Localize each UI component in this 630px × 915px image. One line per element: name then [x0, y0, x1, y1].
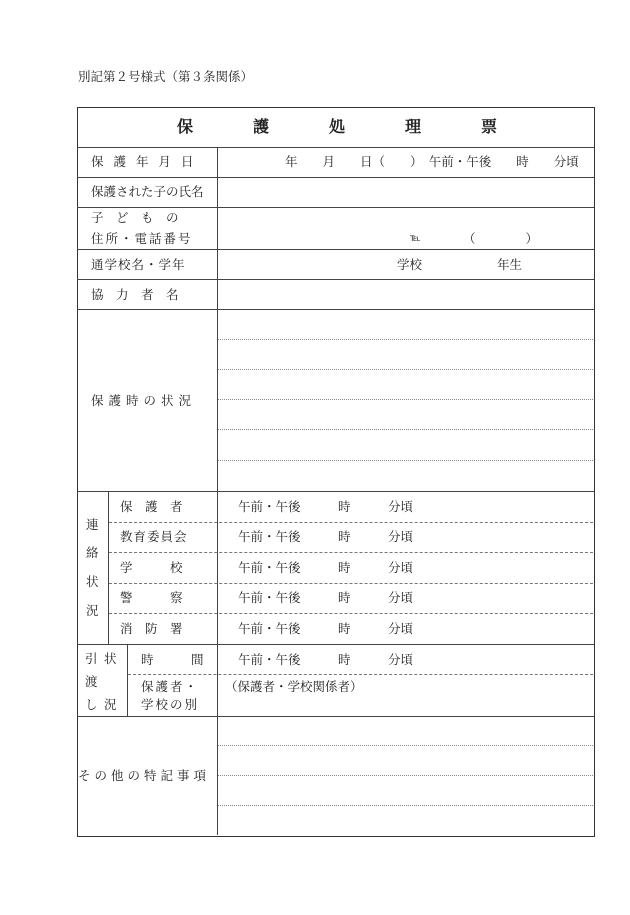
title-char: 保 [177, 117, 194, 136]
contact-guardian-label: 保 護 者 [120, 499, 183, 514]
handover-label-char: し [85, 697, 98, 712]
address-label-line2: 住所・電話番号 [91, 231, 193, 246]
row-divider [77, 147, 594, 148]
handover-label-char: 況 [104, 697, 117, 712]
school-suffix: 学校 [397, 257, 423, 272]
handover-who-label-line2: 学校の別 [141, 697, 200, 712]
contact-label-char: 況 [86, 603, 99, 618]
handover-label-char: 渡 [85, 674, 98, 689]
row-divider [77, 491, 594, 492]
contact-fire-time[interactable]: 午前・午後 時 分頃 [238, 621, 414, 636]
contact-board-time[interactable]: 午前・午後 時 分頃 [238, 529, 414, 544]
notes-field[interactable] [218, 717, 593, 835]
contact-label-char: 絡 [86, 545, 99, 560]
date-field[interactable]: 年 月 日（ ） 午前・午後 時 分頃 [285, 154, 579, 169]
contact-divider [109, 552, 593, 553]
situation-label: 保護時の状況 [91, 393, 197, 408]
title-char: 票 [481, 117, 498, 136]
date-label: 保 護 年 月 日 [91, 154, 194, 169]
child-name-label: 保護された子の氏名 [91, 184, 204, 199]
child-name-field[interactable] [218, 178, 593, 207]
handover-time-field[interactable]: 午前・午後 時 分頃 [238, 652, 414, 667]
contact-guardian-time[interactable]: 午前・午後 時 分頃 [238, 499, 414, 514]
handover-divider [128, 674, 593, 675]
title-char: 護 [253, 117, 270, 136]
notes-label: その他の特記事項 [78, 768, 211, 783]
contact-police-label: 警 察 [120, 590, 183, 605]
cooperator-label: 協 力 者 名 [91, 287, 179, 302]
contact-school-time[interactable]: 午前・午後 時 分頃 [238, 560, 414, 575]
title-char: 処 [329, 117, 346, 136]
handover-time-label: 時 間 [141, 652, 204, 667]
contact-divider [109, 583, 593, 584]
handover-label-char: 引 [85, 651, 98, 666]
column-divider [108, 491, 109, 644]
row-divider [77, 644, 594, 645]
title-char: 理 [405, 117, 422, 136]
contact-divider [109, 613, 593, 614]
contact-label-char: 状 [86, 574, 99, 589]
contact-fire-label: 消 防 署 [120, 621, 183, 636]
school-label: 通学校名・学年 [91, 257, 186, 272]
telephone-icon: ℡ [410, 233, 421, 244]
handover-who-field[interactable]: （保護者・学校関係者） [225, 679, 363, 694]
address-label-line1: 子 ど も の [91, 210, 179, 225]
contact-board-label: 教育委員会 [120, 529, 188, 544]
contact-label-char: 連 [86, 517, 99, 532]
form-number: 別記第２号様式（第３条関係） [78, 69, 254, 84]
handover-who-label-line1: 保護者・ [141, 679, 200, 694]
cooperator-field[interactable] [218, 280, 593, 309]
situation-field[interactable] [218, 310, 593, 491]
tel-area-code: （ ） [463, 231, 539, 246]
contact-divider [109, 522, 593, 523]
handover-label-char: 状 [104, 651, 117, 666]
column-divider [127, 644, 128, 716]
contact-police-time[interactable]: 午前・午後 時 分頃 [238, 590, 414, 605]
contact-school-label: 学 校 [120, 560, 183, 575]
grade-suffix: 年生 [497, 257, 523, 272]
